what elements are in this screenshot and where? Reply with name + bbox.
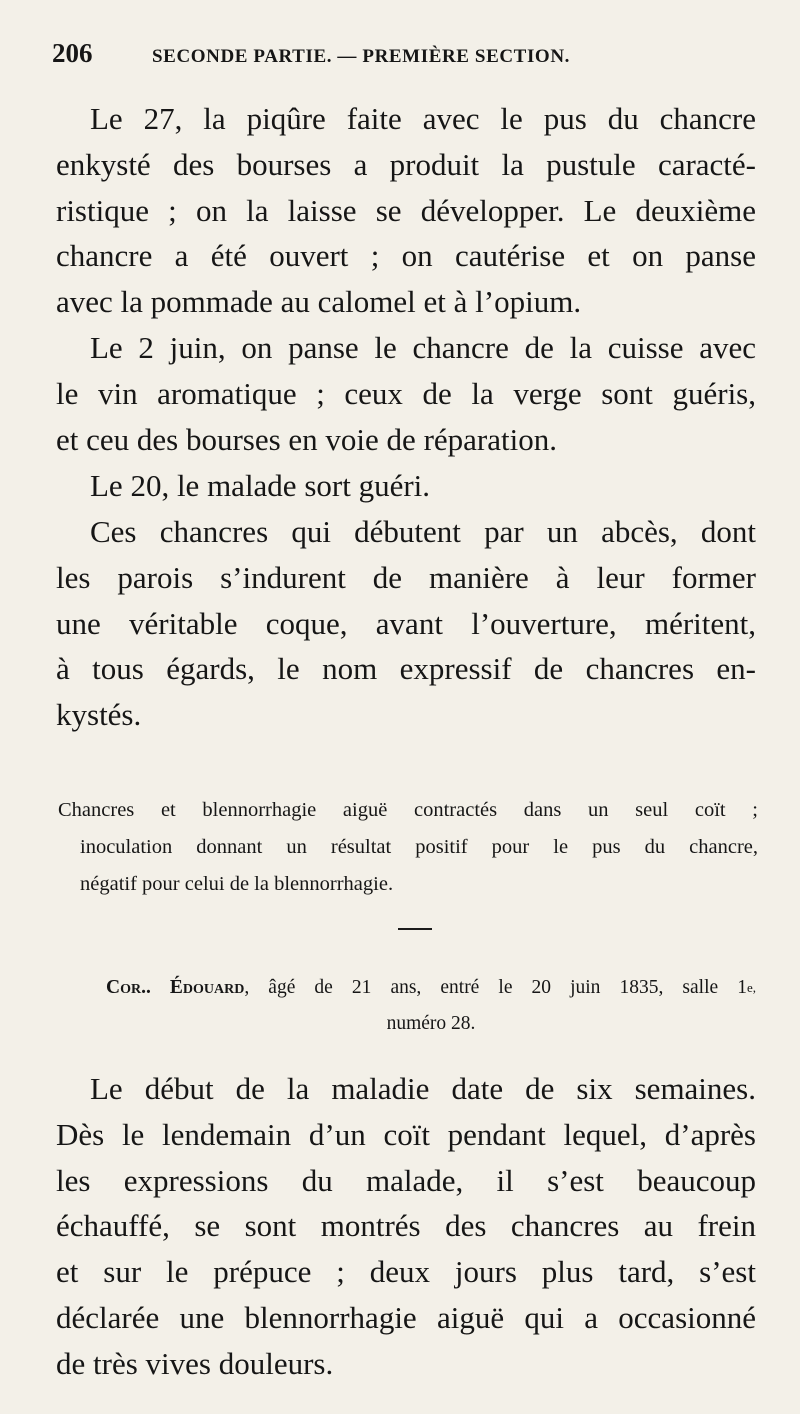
text-line: chancre a été ouvert ; on cautérise et on panse: [56, 238, 756, 274]
page-header: [52, 38, 760, 78]
patient-details: , âgé de 21 ans, entré le 20 juin 1835, salle 1: [244, 977, 747, 998]
patient-initial: Cor..: [106, 977, 151, 998]
text-line: Le 2 juin, on panse le chancre de la cuisse avec: [90, 330, 756, 365]
text-line: kystés.: [56, 697, 142, 733]
patient-name: Édouard: [169, 977, 245, 998]
case-header: [106, 970, 756, 1042]
text-line: Ces chancres qui débutent par un abcès, dont: [90, 514, 756, 549]
text-line: les expressions du malade, il s’est beaucoup: [56, 1162, 756, 1198]
text-line: ristique ; on la laisse se développer. Le deuxième: [56, 192, 756, 228]
text-line: et ceu des bourses en voie de réparation.: [56, 421, 557, 457]
text-line: à tous égards, le nom expressif de chancres en-: [56, 651, 756, 687]
text-line: [106, 970, 756, 1006]
text-line: enkysté des bourses a produit la pustule caracté-: [56, 146, 756, 182]
text-line: le vin aromatique ; ceux de la verge sont guéris,: [56, 375, 756, 411]
text-line: négatif pour celui de la blennorrhagie.: [80, 873, 394, 895]
running-head: SECONDE PARTIE. — PREMIÈRE SECTION.: [152, 46, 570, 67]
case-title: [58, 792, 758, 903]
text-line: de très vives douleurs.: [56, 1345, 334, 1381]
paragraph-3: [56, 463, 756, 509]
text-line: déclarée une blennorrhagie aiguë qui a occasionné: [56, 1299, 756, 1335]
paragraph-4: [56, 509, 756, 738]
patient-ward-suffix: e,: [746, 980, 756, 995]
text-line: et sur le prépuce ; deux jours plus tard, s’est: [56, 1254, 756, 1290]
paragraph-2: [56, 325, 756, 462]
text-line: avec la pommade au calomel et à l’opium.: [56, 284, 582, 320]
text-line: Le 20, le malade sort guéri.: [90, 468, 431, 503]
text-line: Dès le lendemain d’un coït pendant lequel, d’après: [56, 1116, 756, 1152]
paragraph-5: [56, 1066, 756, 1387]
text-line: Le début de la maladie date de six semaines.: [90, 1071, 756, 1106]
text-line: Chancres et blennorrhagie aiguë contractés dans un seul coït ;: [58, 799, 758, 821]
section-divider: [398, 928, 432, 930]
text-line: inoculation donnant un résultat positif pour le pus du chancre,: [80, 836, 758, 858]
page-number: 206: [52, 38, 93, 68]
text-line: Le 27, la piqûre faite avec le pus du chancre: [90, 101, 756, 136]
text-line: une véritable coque, avant l’ouverture, méritent,: [56, 605, 756, 641]
text-line: échauffé, se sont montrés des chancres au frein: [56, 1208, 756, 1244]
text-line: les parois s’indurent de manière à leur former: [56, 559, 756, 595]
text-line: numéro 28.: [386, 1013, 476, 1034]
paragraph-1: [56, 96, 756, 325]
